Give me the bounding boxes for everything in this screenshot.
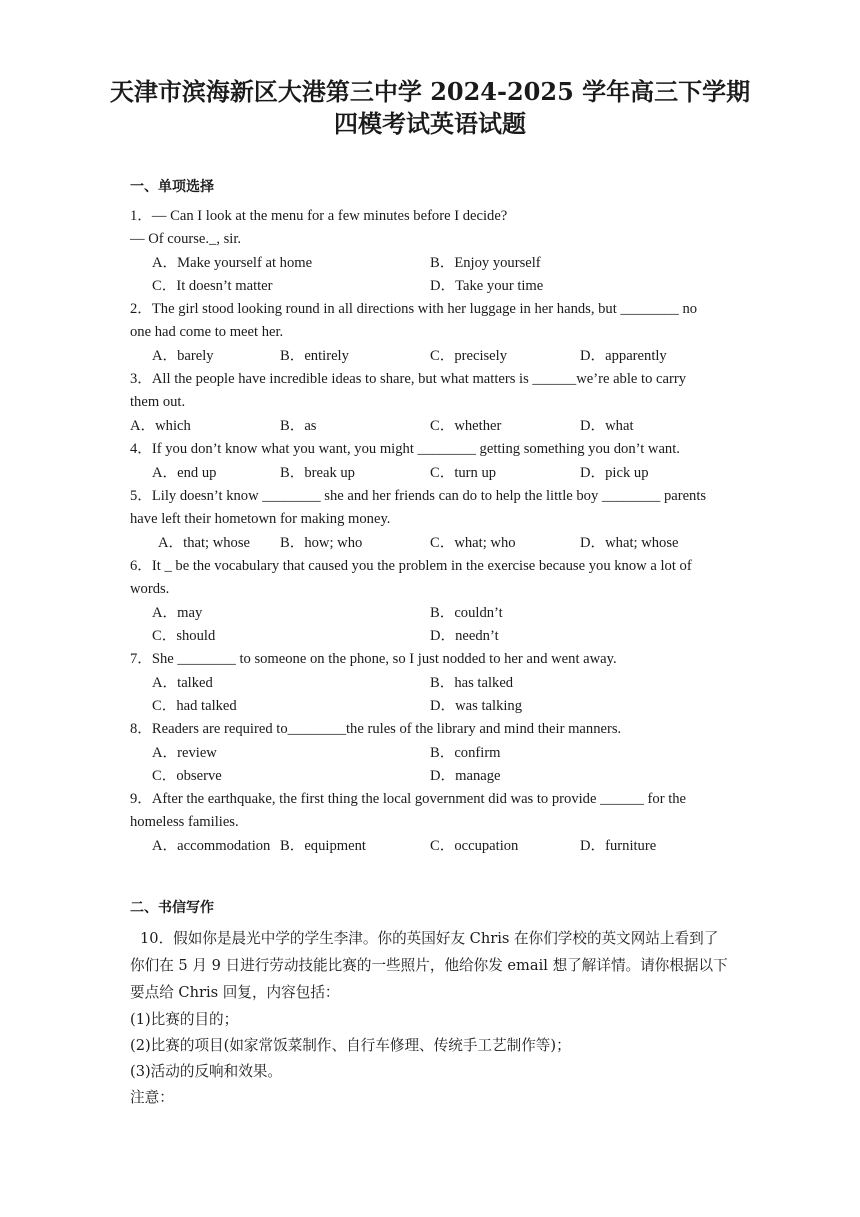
section-heading-multiple-choice: 一、单项选择	[130, 179, 214, 195]
question-1-option-c: C．It doesn’t matter	[152, 278, 273, 294]
question-4-line-1: 4．If you don’t know what you want, you might ________ getting something you don’t want.	[130, 441, 680, 457]
question-9-line-2: homeless families.	[130, 814, 239, 830]
writing-prompt-notes-label: 注意：	[130, 1089, 174, 1106]
question-4-option-d: D．pick up	[580, 465, 649, 481]
question-9-option-a: A．accommodation	[152, 838, 271, 854]
question-3-option-c: C．whether	[430, 418, 502, 434]
question-8-option-c: C．observe	[152, 768, 222, 784]
question-7-option-b: B．has talked	[430, 675, 514, 691]
question-2-line-2: one had come to meet her.	[130, 324, 284, 340]
question-7-line-1: 7．She ________ to someone on the phone, so I just nodded to her and went away.	[130, 651, 617, 667]
question-6-option-b: B．couldn’t	[430, 605, 503, 621]
question-5-option-c: C．what; who	[430, 535, 516, 551]
question-3-line-1: 3．All the people have incredible ideas to share, but what matters is ______we’re able to carry	[130, 371, 686, 387]
question-7-option-d: D．was talking	[430, 698, 523, 714]
question-4-option-b: B．break up	[280, 465, 355, 481]
question-6-line-1: 6．It _ be the vocabulary that caused you the problem in the exercise because you know a lot of	[130, 558, 692, 574]
question-1-line-1: 1．— Can I look at the menu for a few minutes before I decide?	[130, 208, 508, 224]
question-4-option-a: A．end up	[152, 465, 217, 481]
question-8-line-1: 8．Readers are required to________the rules of the library and mind their manners.	[130, 721, 622, 737]
question-3-option-d: D．what	[580, 418, 634, 434]
question-6-option-c: C．should	[152, 628, 216, 644]
question-8-option-a: A．review	[152, 745, 217, 761]
writing-prompt-point-2: (2)比赛的项目(如家常饭菜制作、自行车修理、传统手工艺制作等)；	[130, 1037, 571, 1054]
question-1-option-b: B．Enjoy yourself	[430, 255, 541, 271]
question-2-option-a: A．barely	[152, 348, 214, 364]
writing-prompt-line-2: 你们在 5 月 9 日进行劳动技能比赛的一些照片，他给你发 email 想了解详情。请你根据以下	[130, 957, 728, 974]
question-1-line-2: — Of course._, sir.	[130, 231, 242, 247]
question-5-line-2: have left their hometown for making money.	[130, 511, 391, 527]
question-9-line-1: 9．After the earthquake, the first thing the local government did was to provide ______ for the	[130, 791, 687, 807]
question-5-option-a: A．that; whose	[158, 535, 251, 551]
question-9-option-b: B．equipment	[280, 838, 366, 854]
exam-title-line-2: 四模考试英语试题	[334, 109, 526, 138]
writing-prompt-point-3: (3)活动的反响和效果。	[130, 1063, 283, 1080]
question-1-option-d: D．Take your time	[430, 278, 544, 294]
question-3-line-2: them out.	[130, 394, 186, 410]
question-3-option-b: B．as	[280, 418, 317, 434]
question-9-option-c: C．occupation	[430, 838, 519, 854]
question-4-option-c: C．turn up	[430, 465, 497, 481]
question-6-option-d: D．needn’t	[430, 628, 499, 644]
question-7-option-a: A．talked	[152, 675, 213, 691]
question-3-option-a: A．which	[130, 418, 191, 434]
question-2-option-b: B．entirely	[280, 348, 349, 364]
writing-prompt-line-1: 10．假如你是晨光中学的学生李津。你的英国好友 Chris 在你们学校的英文网站上看到了	[140, 930, 719, 947]
exam-title-line-1: 天津市滨海新区大港第三中学 2024-2025 学年高三下学期	[109, 77, 751, 106]
question-5-option-b: B．how; who	[280, 535, 363, 551]
question-8-option-d: D．manage	[430, 768, 501, 784]
question-2-line-1: 2．The girl stood looking round in all directions with her luggage in her hands, but ________ no	[130, 301, 698, 317]
writing-prompt-line-3: 要点给 Chris 回复，内容包括：	[130, 984, 340, 1001]
question-6-line-2: words.	[130, 581, 170, 597]
question-7-option-c: C．had talked	[152, 698, 237, 714]
question-9-option-d: D．furniture	[580, 838, 657, 854]
question-6-option-a: A．may	[152, 605, 203, 621]
question-2-option-d: D．apparently	[580, 348, 667, 364]
question-5-option-d: D．what; whose	[580, 535, 679, 551]
question-1-option-a: A．Make yourself at home	[152, 255, 313, 271]
question-2-option-c: C．precisely	[430, 348, 508, 364]
writing-prompt-point-1: (1)比赛的目的；	[130, 1011, 239, 1028]
section-heading-letter-writing: 二、书信写作	[130, 900, 214, 916]
question-5-line-1: 5．Lily doesn’t know ________ she and her friends can do to help the little boy ________ parents	[130, 488, 707, 504]
question-8-option-b: B．confirm	[430, 745, 501, 761]
